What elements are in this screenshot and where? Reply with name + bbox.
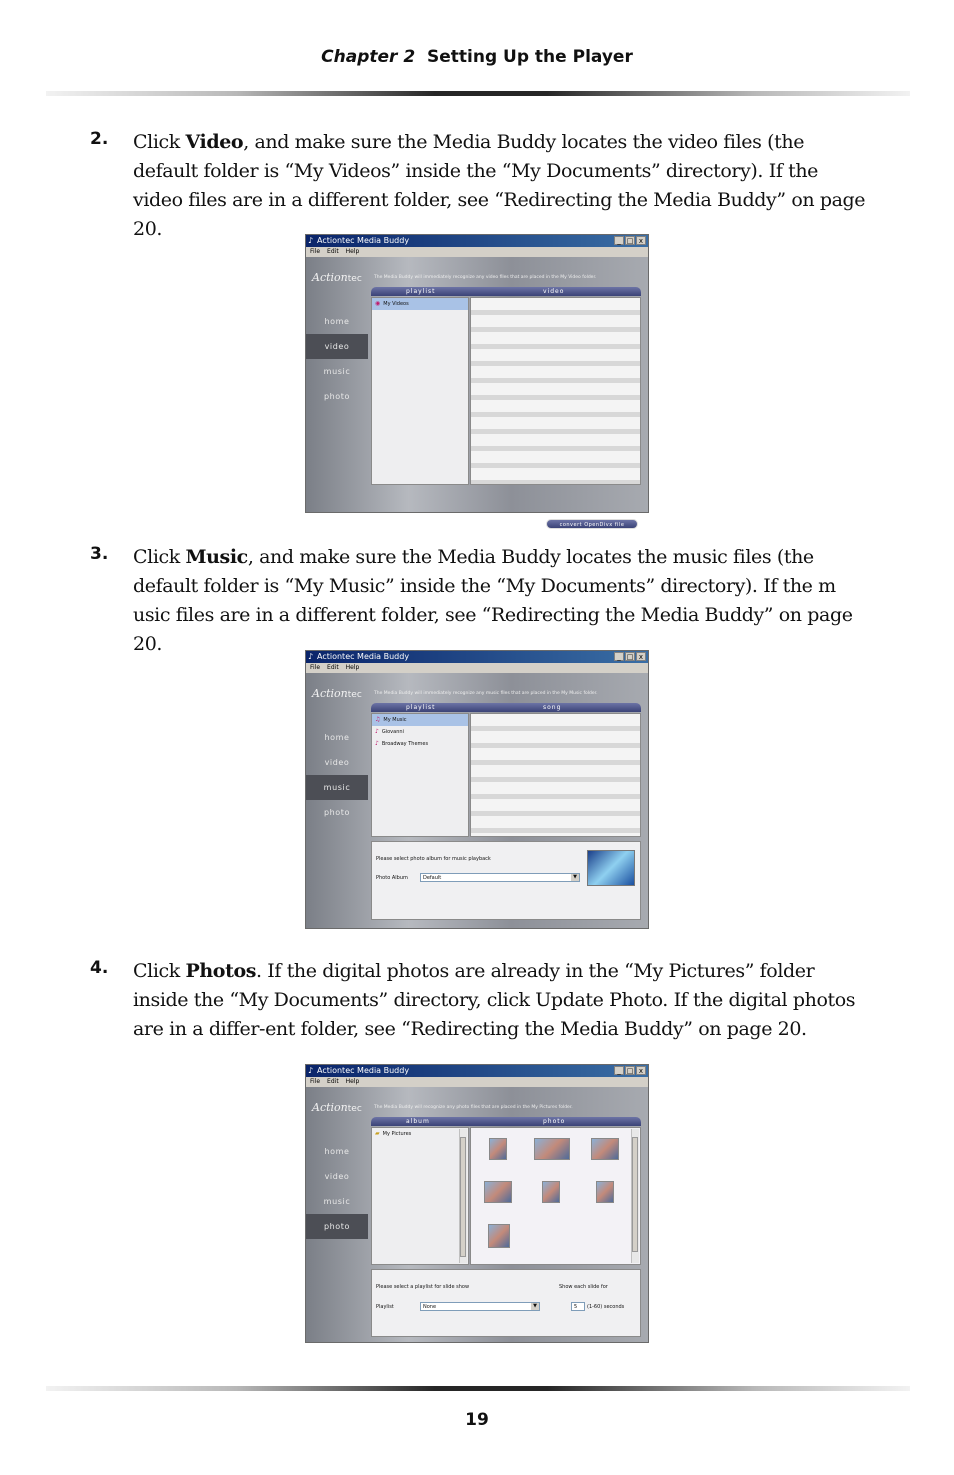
menu-help[interactable]: Help — [345, 1078, 360, 1085]
nav-photo[interactable]: photo — [323, 392, 351, 401]
photo-thumbnail[interactable] — [542, 1181, 560, 1203]
step-keyword: Photos — [185, 960, 257, 982]
seconds-label: (1-60) seconds — [587, 1304, 625, 1310]
description-text: The Media Buddy will immediately recognize any video files that are placed in the My Video folder. — [374, 275, 597, 280]
nav-music[interactable]: music — [323, 367, 351, 376]
menu-bar — [306, 663, 648, 673]
chevron-down-icon: ▼ — [571, 874, 579, 881]
nav-home[interactable]: home — [324, 317, 350, 326]
nav-menu — [306, 725, 368, 825]
nav-video[interactable]: video — [324, 1172, 350, 1181]
song-list-pane — [470, 713, 641, 837]
playlist-label: Playlist — [376, 1304, 394, 1310]
menu-edit[interactable]: Edit — [327, 664, 339, 671]
album-dropdown[interactable]: Default ▼ — [420, 873, 580, 882]
title-bar: ♪ Actiontec Media Buddy _ □ x — [306, 235, 648, 247]
album-prompt: Please select photo album for music playback — [376, 856, 491, 862]
nav-photo[interactable]: photo — [306, 1214, 368, 1239]
nav-menu — [306, 1139, 368, 1239]
playlist-prompt: Please select a playlist for slide show — [376, 1284, 470, 1290]
title-bar: ♪ Actiontec Media Buddy _ □ x — [306, 1065, 648, 1077]
maximize-button[interactable]: □ — [626, 1067, 634, 1075]
chapter-label: Chapter 2 — [321, 47, 416, 67]
nav-video[interactable]: video — [324, 758, 350, 767]
photo-scrollbar[interactable] — [631, 1129, 639, 1263]
app-icon: ♪ — [308, 236, 314, 245]
nav-home[interactable]: home — [324, 1147, 350, 1156]
convert-button[interactable]: convert OpenDivx file — [546, 519, 638, 529]
list-item[interactable]: ♪ Broadway Themes — [375, 740, 429, 747]
menu-file[interactable]: File — [310, 248, 321, 255]
album-label: Photo Album — [376, 875, 408, 881]
menu-bar — [306, 247, 648, 257]
step-number: 3. — [90, 544, 109, 564]
film-icon: ◉ — [375, 300, 381, 307]
photo-thumbnail[interactable] — [488, 1224, 510, 1248]
list-item[interactable]: ♫ My Music — [372, 714, 468, 726]
app-icon: ♪ — [308, 652, 314, 661]
photo-thumbnail[interactable] — [534, 1138, 570, 1160]
step-text: Click Photos. If the digital photos are already in the “My Pictures” folder inside the “My Documents” directory, click Update Photo. If the digital photos are in a differ-ent folder, see “Redirecting the Media Buddy” on page 20. — [133, 960, 856, 1040]
playlist-pane — [371, 297, 469, 485]
photo-thumbnail[interactable] — [591, 1138, 619, 1160]
list-item[interactable]: ♪ Giovanni — [375, 728, 404, 735]
close-button[interactable]: x — [636, 652, 646, 661]
description-text: The Media Buddy will immediately recognize any music files that are placed in the My Music folder. — [374, 691, 598, 696]
nav-video[interactable]: video — [306, 334, 368, 359]
nav-music[interactable]: music — [306, 775, 368, 800]
page-number: 19 — [465, 1410, 489, 1430]
menu-file[interactable]: File — [310, 664, 321, 671]
photo-thumbnail[interactable] — [596, 1181, 614, 1203]
app-icon: ♪ — [308, 1066, 314, 1075]
actiontec-logo: Actiontec — [312, 271, 362, 284]
close-button[interactable]: x — [636, 1066, 646, 1075]
nav-photo[interactable]: photo — [323, 808, 351, 817]
minimize-button[interactable]: _ — [614, 1066, 624, 1075]
nav-music[interactable]: music — [323, 1197, 351, 1206]
menu-bar — [306, 1077, 648, 1087]
step-keyword: Video — [185, 131, 244, 153]
list-item[interactable]: ▰ My Pictures — [375, 1130, 412, 1137]
media-buddy-window-video — [305, 234, 649, 528]
album-pane — [371, 1127, 469, 1265]
photo-thumbnail[interactable] — [484, 1181, 512, 1203]
column-header-bar: album photo — [371, 1117, 641, 1126]
page-header — [0, 47, 954, 67]
column-header-bar: playlist song — [371, 703, 641, 712]
show-slide-label: Show each slide for — [559, 1284, 608, 1290]
actiontec-logo: Actiontec — [312, 687, 362, 700]
maximize-button[interactable]: □ — [626, 653, 634, 661]
nav-menu — [306, 309, 368, 409]
media-buddy-window-music — [305, 650, 649, 929]
playlist-pane — [371, 713, 469, 837]
scroll-thumb[interactable] — [460, 1137, 466, 1257]
column-header-bar: playlist video — [371, 287, 641, 296]
menu-help[interactable]: Help — [345, 248, 360, 255]
music-note-icon: ♫ — [375, 716, 381, 723]
list-item[interactable]: ◉ My Videos — [372, 298, 468, 310]
menu-file[interactable]: File — [310, 1078, 321, 1085]
album-art-thumbnail — [587, 850, 635, 886]
step-number: 2. — [90, 129, 109, 149]
chevron-down-icon: ▼ — [531, 1303, 539, 1310]
footer-rule — [46, 1386, 910, 1391]
step-number: 4. — [90, 958, 109, 978]
menu-edit[interactable]: Edit — [327, 1078, 339, 1085]
actiontec-logo: Actiontec — [312, 1101, 362, 1114]
folder-icon: ▰ — [375, 1130, 380, 1137]
minimize-button[interactable]: _ — [614, 236, 624, 245]
media-buddy-window-photo — [305, 1064, 649, 1343]
music-note-icon: ♪ — [375, 728, 379, 735]
playlist-dropdown[interactable]: None ▼ — [420, 1302, 540, 1311]
album-scrollbar[interactable] — [459, 1129, 467, 1263]
album-select-panel — [371, 841, 641, 920]
close-button[interactable]: x — [636, 236, 646, 245]
description-text: The Media Buddy will recognize any photo files that are placed in the My Pictures folder. — [374, 1105, 573, 1110]
step-keyword: Music — [185, 546, 248, 568]
header-rule — [46, 91, 910, 96]
music-note-icon: ♪ — [375, 740, 379, 747]
photo-grid-pane — [470, 1127, 641, 1265]
step-text: Click Music, and make sure the Media Buddy locates the music files (the default folder is “My Music” inside the “My Documents” directory). If the m usic files are in a different folder, see “Redirecting the Media Buddy” on page 20. — [133, 546, 853, 655]
title-bar: ♪ Actiontec Media Buddy _ □ x — [306, 651, 648, 663]
photo-thumbnail[interactable] — [489, 1138, 507, 1160]
menu-edit[interactable]: Edit — [327, 248, 339, 255]
maximize-button[interactable]: □ — [626, 237, 634, 245]
slideshow-panel — [371, 1269, 641, 1337]
seconds-stepper[interactable]: 5 — [571, 1302, 585, 1311]
scroll-thumb[interactable] — [632, 1137, 638, 1252]
nav-home[interactable]: home — [324, 733, 350, 742]
minimize-button[interactable]: _ — [614, 652, 624, 661]
chapter-title: Setting Up the Player — [427, 47, 633, 67]
video-list-pane — [470, 297, 641, 485]
menu-help[interactable]: Help — [345, 664, 360, 671]
step-text: Click Video, and make sure the Media Buddy locates the video files (the default folder is “My Videos” inside the “My Documents” directory). If the video files are in a different folder, see “Redirecting the Media Buddy” on page 20. — [133, 131, 866, 240]
